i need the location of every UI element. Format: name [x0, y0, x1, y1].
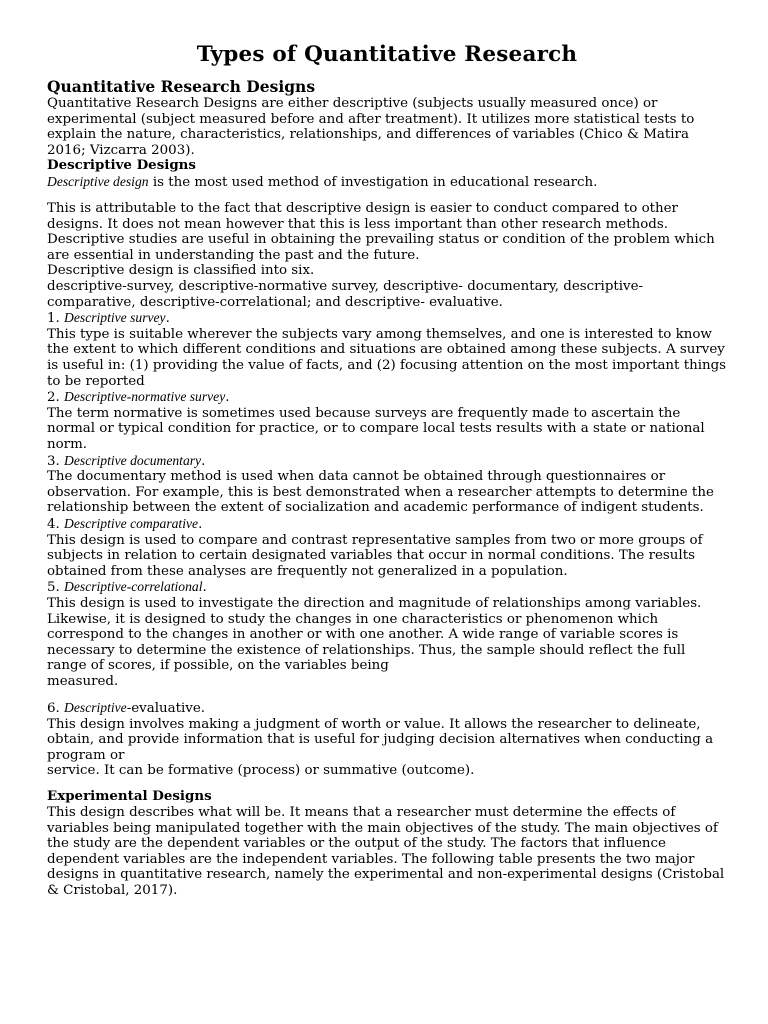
paragraph-gap — [47, 689, 727, 700]
experimental-body: This design describes what will be. It means that a researcher must determine the effects of variables being manipulated together with the main objectives of the study. The main objectives of the study are the dependent variables or the output of the study. The factors that influence dependent variables are the independent variables. The following table presents the two major designs in quantitative research, namely the experimental and non-experimental designs (Cristobal & Cristobal, 2017). — [47, 805, 725, 898]
item-term: Descriptive-normative survey — [64, 389, 226, 405]
item-6-heading — [47, 700, 727, 717]
item-5-heading — [47, 579, 727, 596]
descriptive-types-list: descriptive-survey, descriptive-normative survey, descriptive- documentary, descriptive-comparative, descriptive-correlational; and descriptive- evaluative. — [47, 279, 644, 310]
item-5-body-tail: measured. — [47, 673, 119, 689]
item-6-body: This design involves making a judgment of worth or value. It allows the researcher to delineate, obtain, and provide information that is useful for judging decision alternatives when conducting a program or — [47, 716, 714, 763]
item-term: Descriptive comparative — [64, 515, 199, 531]
document-title: Types of Quantitative Research — [196, 42, 578, 67]
item-number: 6. — [47, 700, 60, 716]
item-suffix: . — [201, 453, 206, 469]
item-number: 1. — [47, 311, 60, 327]
item-term: Descriptive documentary — [64, 452, 202, 468]
item-suffix: -evaluative. — [126, 700, 206, 716]
descriptive-lead-term: Descriptive design — [47, 173, 149, 189]
intro-paragraph: Quantitative Research Designs are either descriptive (subjects usually measured once) or experimental (subject measured before and after treatment). It utilizes more statistical tests to explain the nature, characteristics, relationships, and differences of variables (Chico & Matira 2016; Vizcarra 2003). — [47, 96, 695, 158]
descriptive-lead-paragraph — [47, 174, 727, 191]
item-1-heading — [47, 310, 727, 327]
item-number: 5. — [47, 580, 60, 596]
section-heading-experimental-designs: Experimental Designs — [47, 788, 212, 805]
paragraph-gap — [47, 191, 727, 202]
item-3-body: The documentary method is used when data cannot be obtained through questionnaires or observation. For example, this is best demonstrated when a researcher attempts to determine the relationship between the extent of socialization and academic performance of indigent students. — [47, 469, 714, 516]
item-4-body: This design is used to compare and contrast representative samples from two or more groups of subjects in relation to certain designated variables that occur in normal conditions. The results obtained from these analyses are frequently not generalized in a population. — [47, 532, 703, 579]
item-6-body-tail: service. It can be formative (process) or summative (outcome). — [47, 763, 475, 779]
item-1-body: This type is suitable wherever the subjects vary among themselves, and one is interested to know the extent to which different conditions and situations are obtained among these subjects. A survey is useful in: (1) providing the value of facts, and (2) focusing attention on the most important things to be reported — [47, 326, 727, 389]
section-heading-descriptive-designs: Descriptive Designs — [47, 157, 196, 174]
descriptive-lead-text: is the most used method of investigation in educational research. — [148, 174, 598, 190]
descriptive-paragraph-2: This is attributable to the fact that descriptive design is easier to conduct compared to other designs. It does not mean however that this is less important than other research methods. Descriptive studies are useful in obtaining the prevailing status or condition of the problem which are essential in understanding the past and the future. — [47, 201, 715, 263]
section-heading-quantitative-designs: Quantitative Research Designs — [47, 77, 316, 96]
item-number: 4. — [47, 516, 60, 532]
item-2-body: The term normative is sometimes used because surveys are frequently made to ascertain the normal or typical condition for practice, or to compare local tests results with a state or national norm. — [47, 405, 705, 452]
document-page — [47, 40, 727, 899]
item-5-body: This design is used to investigate the direction and magnitude of relationships among variables. Likewise, it is designed to study the changes in one characteristics or phenomenon which correspond to the changes in another or with one another. A wide range of variable scores is necessary to determine the existence of relationships. Thus, the sample should reflect the full range of scores, if possible, on the variables being — [47, 595, 702, 674]
item-term: Descriptive-correlational — [64, 579, 203, 595]
item-term: Descriptive survey — [64, 310, 166, 326]
item-suffix: . — [198, 516, 203, 532]
item-3-heading — [47, 453, 727, 470]
item-number: 3. — [47, 453, 60, 469]
item-4-heading — [47, 516, 727, 533]
item-term: Descriptive — [64, 699, 127, 715]
item-suffix: . — [165, 311, 170, 327]
item-number: 2. — [47, 390, 60, 406]
descriptive-classified-line: Descriptive design is classified into six. — [47, 263, 315, 279]
item-suffix: . — [225, 390, 230, 406]
item-suffix: . — [202, 580, 207, 596]
item-2-heading — [47, 389, 727, 406]
